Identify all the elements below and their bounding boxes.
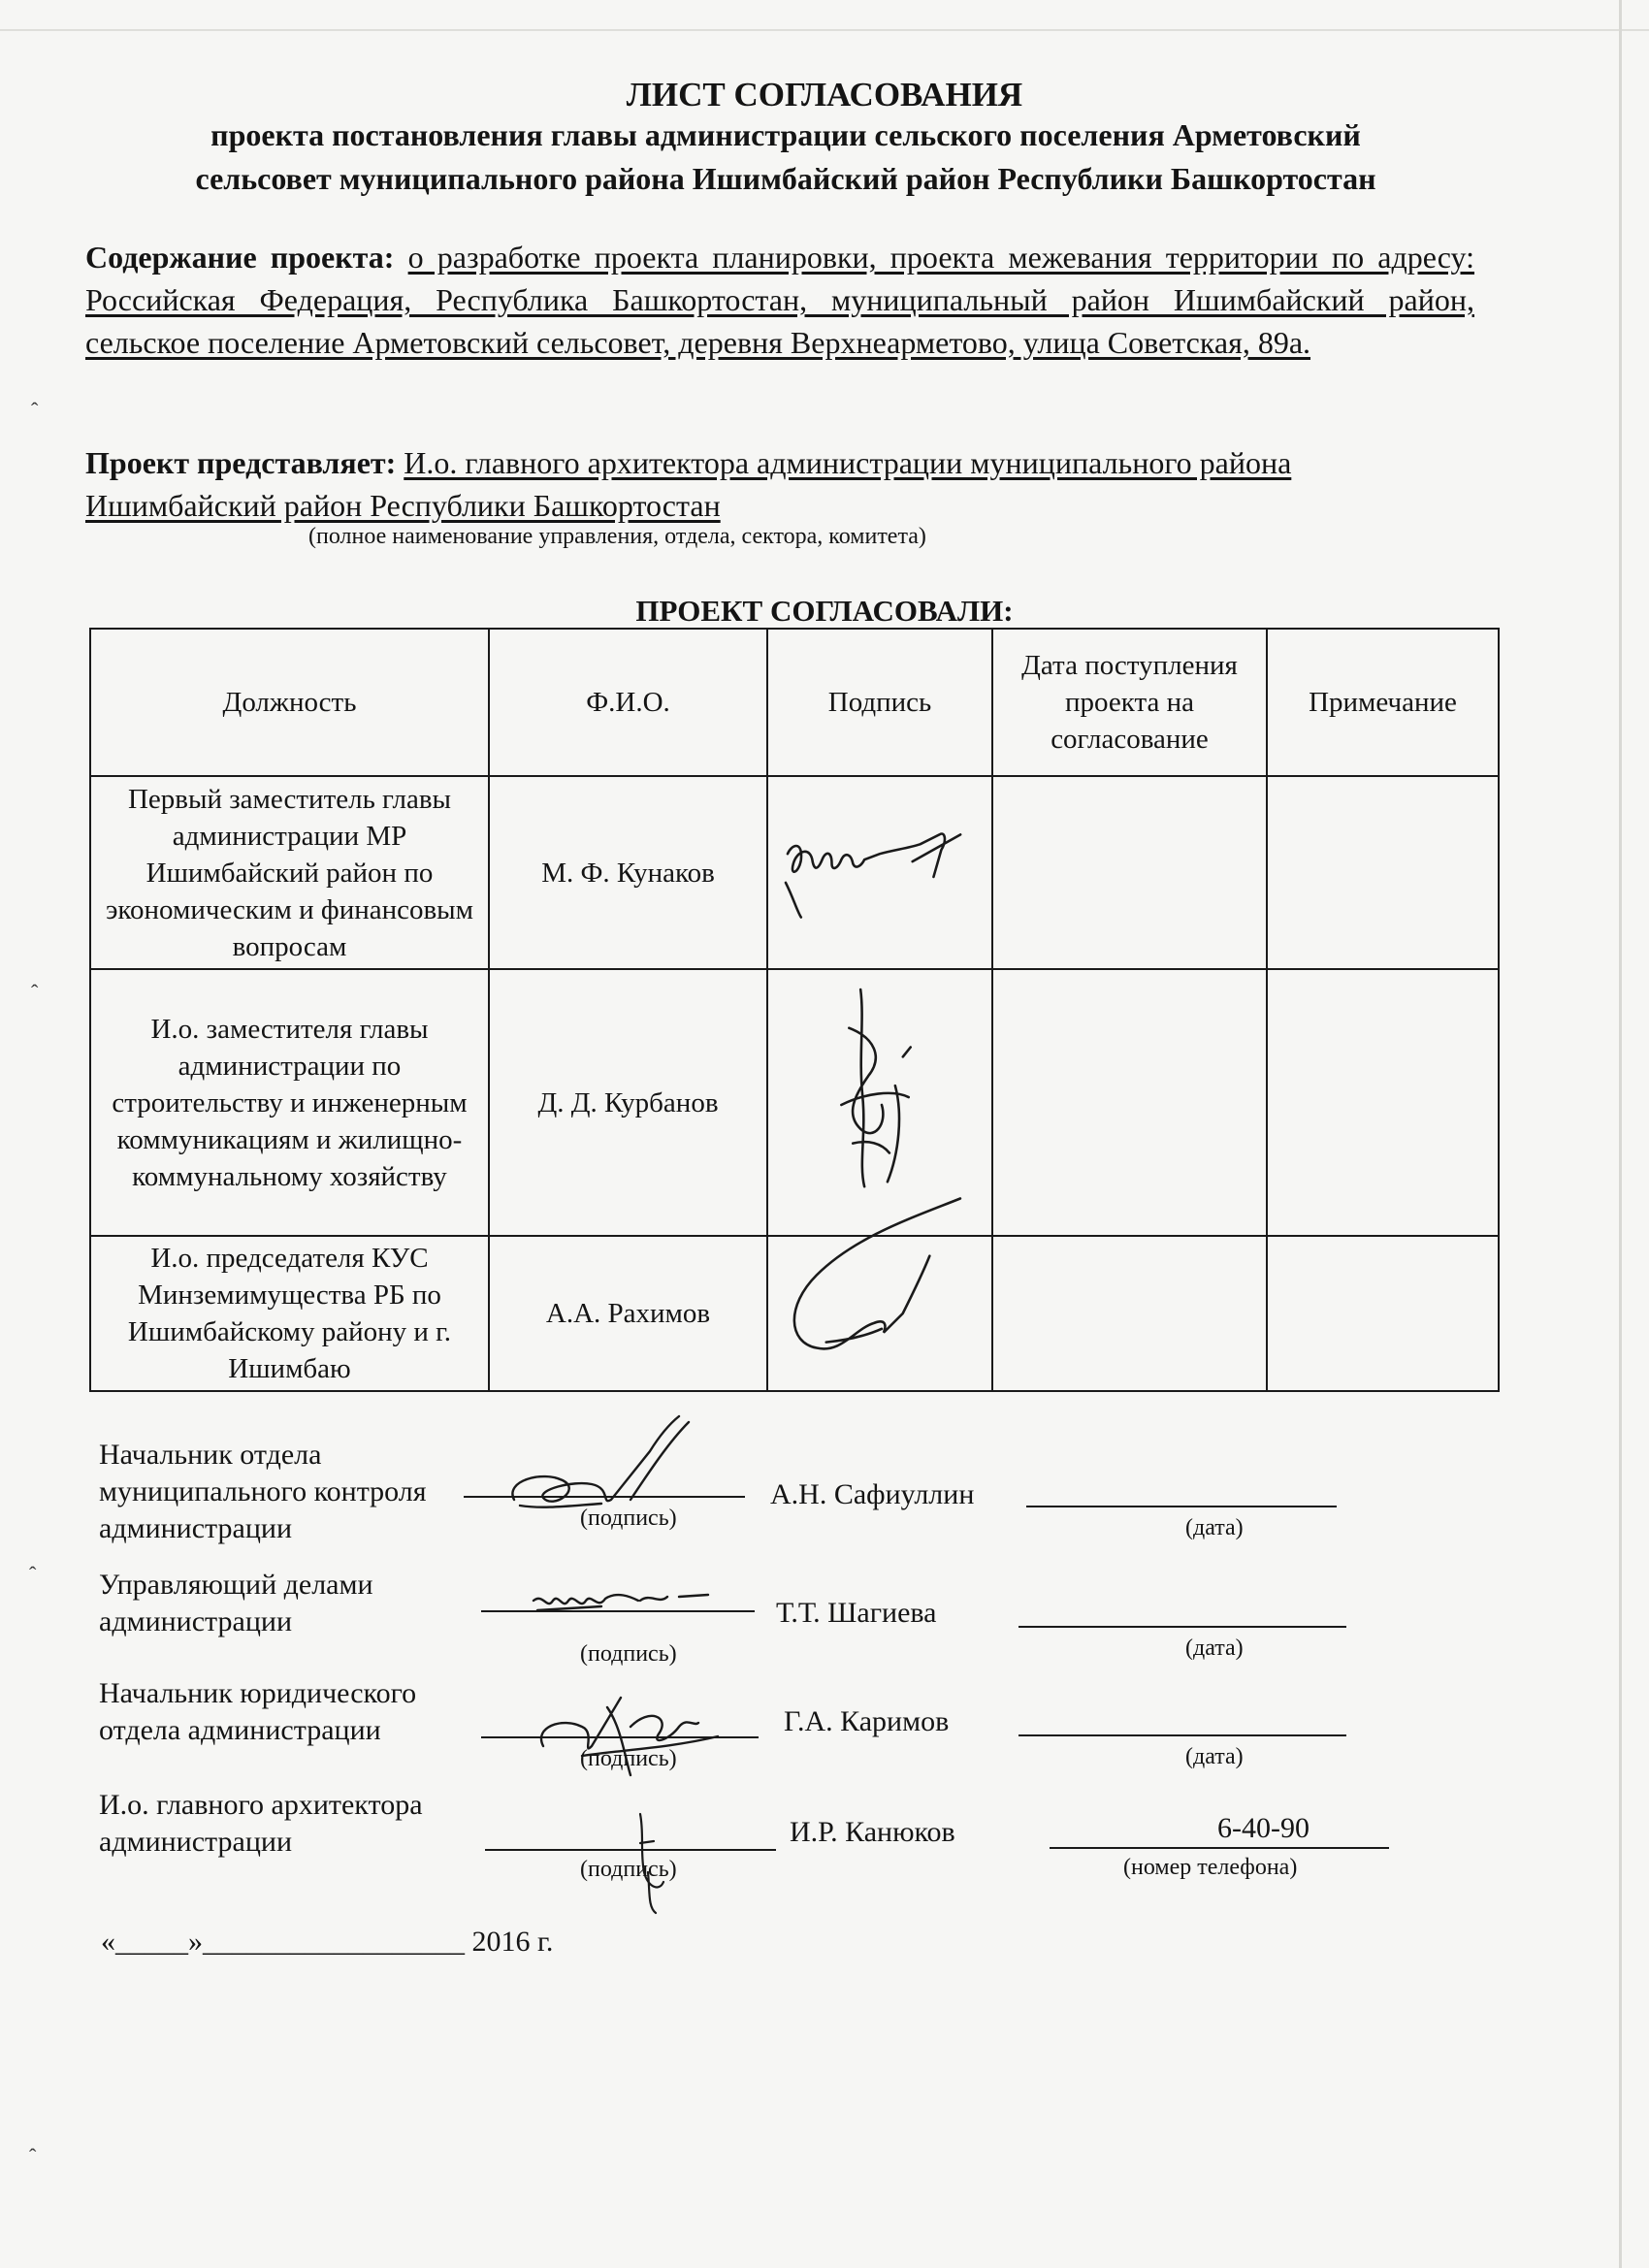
signature-caption: (подпись)	[580, 1857, 677, 1882]
signature-image	[768, 970, 991, 1235]
header-note: Примечание	[1267, 629, 1499, 776]
signature-caption: (подпись)	[580, 1746, 677, 1771]
signatory-name: Т.Т. Шагиева	[776, 1597, 937, 1629]
signature-image	[524, 1571, 737, 1630]
row-date	[992, 1236, 1267, 1391]
row-date	[992, 969, 1267, 1236]
row-signature	[767, 776, 992, 969]
row-position: И.о. заместителя главы администрации по строительству и инженерным коммуникациям и жилищно-коммунальному хозяйству	[90, 969, 489, 1236]
phone-number: 6-40-90	[1217, 1812, 1310, 1844]
presenter-label: Проект представляет:	[85, 445, 397, 480]
date-caption: (дата)	[1185, 1744, 1244, 1769]
scan-speck: ˆ	[31, 980, 39, 1004]
presenter-text: И.о. главного архитектора администрации муниципального района Ишимбайский район Республики Башкортостан	[85, 445, 1292, 523]
subtitle-line-1: проекта постановления главы администрации сельского поселения Арметовский	[210, 117, 1361, 152]
scan-speck: ˆ	[31, 398, 39, 422]
date-field-line	[1026, 1506, 1337, 1507]
date-field-line	[1018, 1626, 1346, 1628]
document-subtitle	[87, 113, 1484, 201]
approval-table-title: ПРОЕКТ СОГЛАСОВАЛИ:	[635, 594, 1014, 628]
phone-field-line	[1050, 1847, 1389, 1849]
document-date-line: «_____»__________________ 2016 г.	[101, 1926, 554, 1958]
row-note	[1267, 776, 1499, 969]
header-name: Ф.И.О.	[489, 629, 767, 776]
date-field-line	[1018, 1734, 1346, 1736]
row-position: И.о. председателя КУС Минземимущества РБ по Ишимбайскому району и г. Ишимбаю	[90, 1236, 489, 1391]
row-name: М. Ф. Кунаков	[489, 776, 767, 969]
scan-speck: ˆ	[29, 1562, 37, 1586]
row-signature	[767, 969, 992, 1236]
header-signature: Подпись	[767, 629, 992, 776]
header-date: Дата поступления проекта на согласование	[992, 629, 1267, 776]
table-row	[90, 1236, 1499, 1391]
content-label: Содержание проекта:	[85, 240, 395, 275]
row-date	[992, 776, 1267, 969]
date-caption: (дата)	[1185, 1636, 1244, 1661]
header-position: Должность	[90, 629, 489, 776]
scan-edge-right	[1619, 0, 1622, 2268]
document-title: ЛИСТ СОГЛАСОВАНИЯ	[626, 76, 1023, 113]
row-name: А.А. Рахимов	[489, 1236, 767, 1391]
presenter-caption: (полное наименование управления, отдела, сектора, комитета)	[308, 524, 926, 549]
signature-image	[768, 777, 991, 968]
phone-caption: (номер телефона)	[1123, 1855, 1298, 1880]
signatory-name: А.Н. Сафиуллин	[770, 1478, 975, 1510]
approval-table	[89, 628, 1500, 1392]
signature-image	[768, 1237, 991, 1390]
signatory-position: И.о. главного архитектора администрации	[99, 1789, 423, 1858]
row-note	[1267, 1236, 1499, 1391]
signatory-name: И.Р. Канюков	[790, 1816, 955, 1848]
signatory-position: Начальник отдела муниципального контроля администрации	[99, 1439, 427, 1544]
project-content	[85, 236, 1474, 364]
table-header-row	[90, 629, 1499, 776]
table-row	[90, 969, 1499, 1236]
signatory-position: Начальник юридического отдела администрации	[99, 1677, 417, 1746]
row-signature	[767, 1236, 992, 1391]
table-row	[90, 776, 1499, 969]
row-position: Первый заместитель главы администрации МР Ишимбайский район по экономическим и финансовым вопросам	[90, 776, 489, 969]
project-presenter	[85, 441, 1474, 527]
signatory-position: Управляющий делами администрации	[99, 1569, 373, 1637]
content-text: о разработке проекта планировки, проекта межевания территории по адресу: Российская Федерация, Республика Башкортостан, муниципальный район Ишимбайский район, сельское поселение Арметовский сельсовет, деревня Верхнеарметово, улица Советская, 89а.	[85, 240, 1475, 360]
signature-image	[524, 1669, 757, 1804]
signature-caption: (подпись)	[580, 1506, 677, 1531]
row-note	[1267, 969, 1499, 1236]
signatory-name: Г.А. Каримов	[784, 1705, 950, 1737]
scan-speck: ˆ	[29, 2144, 37, 2168]
subtitle-line-2: сельсовет муниципального района Ишимбайский район Республики Башкортостан	[195, 161, 1376, 196]
date-caption: (дата)	[1185, 1515, 1244, 1540]
row-name: Д. Д. Курбанов	[489, 969, 767, 1236]
scan-edge-top	[0, 29, 1649, 31]
signature-caption: (подпись)	[580, 1641, 677, 1667]
